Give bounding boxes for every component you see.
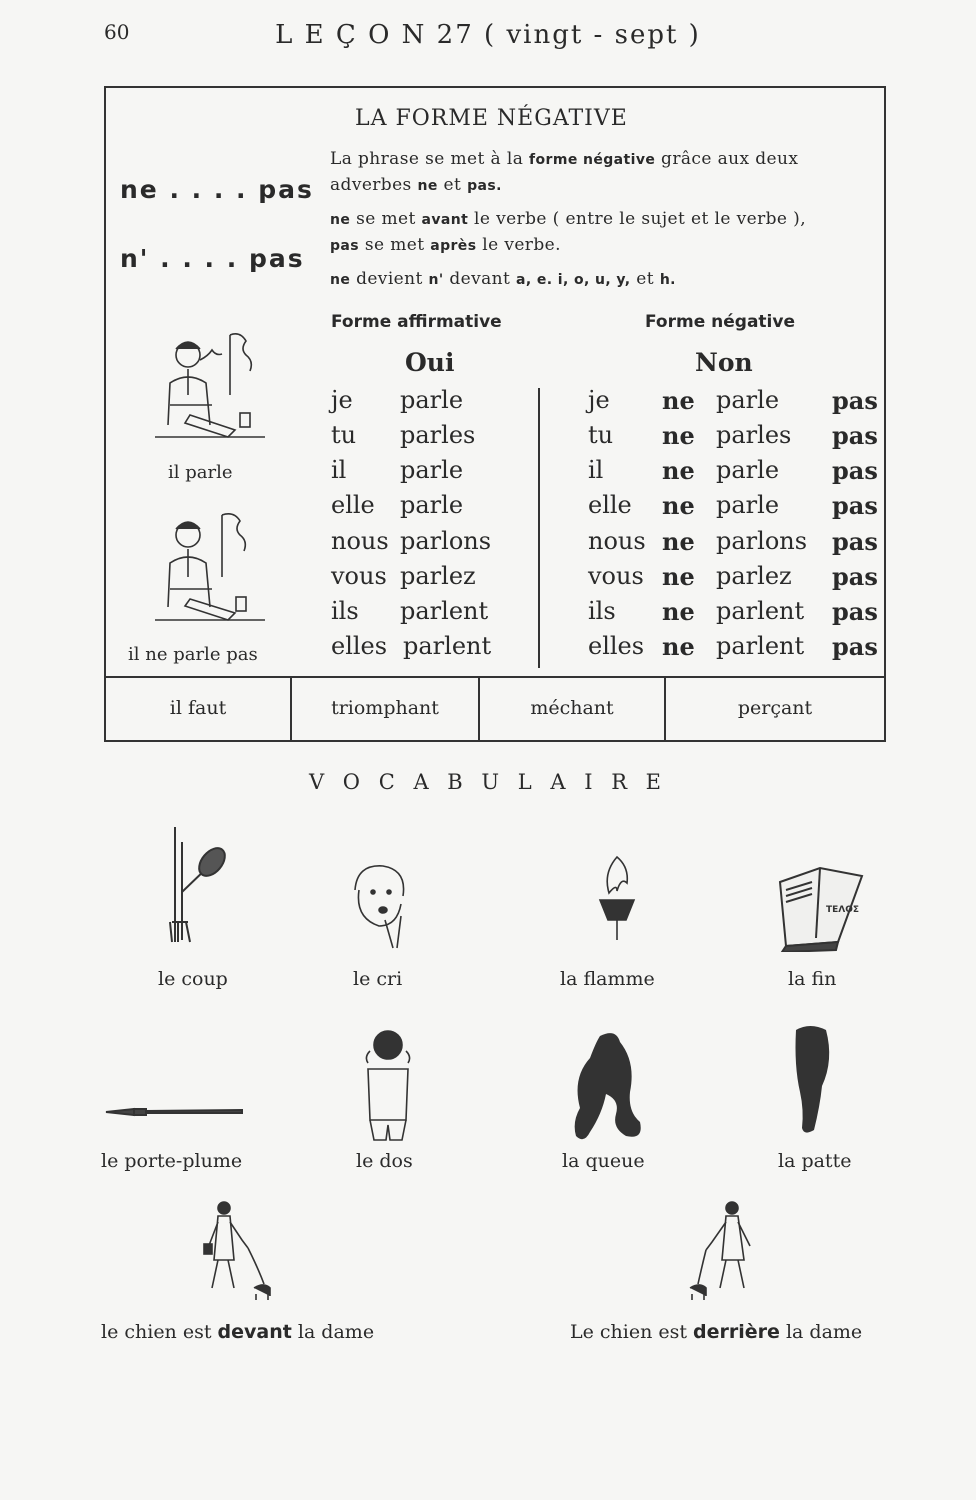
svg-text:ΤΕΛΟΣ: ΤΕΛΟΣ bbox=[826, 905, 860, 915]
fin-icon bbox=[776, 862, 866, 952]
marker-ne-pas: ne . . . . pas bbox=[120, 175, 314, 204]
aff-verb: parlent bbox=[403, 632, 492, 660]
neg-ne: ne bbox=[662, 421, 695, 450]
sentence-derriere: Le chien est derrière la dame bbox=[570, 1321, 863, 1343]
aff-pronoun: il bbox=[331, 456, 347, 484]
aff-pronoun: nous bbox=[331, 527, 389, 555]
marker-n-pas: n' . . . . pas bbox=[120, 244, 305, 273]
vocab-label: le porte-plume bbox=[101, 1150, 243, 1172]
chien-derriere-dame-icon bbox=[686, 1198, 766, 1303]
caption-il-parle: il parle bbox=[168, 462, 233, 483]
neg-verb: parles bbox=[716, 421, 792, 449]
vocabulaire-title: V O C A B U L A I R E bbox=[308, 770, 668, 794]
neg-ne: ne bbox=[662, 456, 695, 485]
neg-verb: parlent bbox=[716, 597, 805, 625]
man-speaking-illustration bbox=[150, 325, 270, 450]
vocab-label: le dos bbox=[356, 1150, 413, 1172]
dos-icon bbox=[358, 1025, 418, 1150]
oui-label: Oui bbox=[405, 348, 455, 377]
lesson-title: L E Ç O N 27 ( vingt - sept ) bbox=[275, 20, 701, 50]
neg-pas: pas bbox=[832, 421, 878, 450]
neg-ne: ne bbox=[662, 491, 695, 520]
aff-verb: parle bbox=[400, 386, 464, 414]
neg-pas: pas bbox=[832, 597, 878, 626]
page-number: 60 bbox=[104, 20, 130, 44]
neg-pas: pas bbox=[832, 562, 878, 591]
aff-verb: parlent bbox=[400, 597, 489, 625]
vocab-label: la queue bbox=[562, 1150, 645, 1172]
aff-pronoun: tu bbox=[331, 421, 357, 449]
neg-pronoun: nous bbox=[588, 527, 646, 555]
neg-verb: parle bbox=[716, 386, 780, 414]
vocab-label: la flamme bbox=[560, 968, 655, 990]
neg-pas: pas bbox=[832, 456, 878, 485]
vocab-label: la fin bbox=[788, 968, 837, 990]
footer-word: méchant bbox=[530, 697, 614, 719]
grammar-heading: LA FORME NÉGATIVE bbox=[355, 106, 628, 131]
negative-header: Forme négative bbox=[645, 312, 795, 332]
neg-ne: ne bbox=[662, 597, 695, 626]
chien-devant-dame-icon bbox=[200, 1198, 280, 1303]
sentence-devant: le chien est devant la dame bbox=[101, 1321, 375, 1343]
neg-pas: pas bbox=[832, 632, 878, 661]
neg-pronoun: il bbox=[588, 456, 604, 484]
aff-pronoun: elle bbox=[331, 491, 375, 519]
queue-icon bbox=[570, 1028, 650, 1148]
flamme-icon bbox=[592, 852, 642, 944]
vocab-label: le cri bbox=[353, 968, 403, 990]
neg-ne: ne bbox=[662, 562, 695, 591]
neg-pas: pas bbox=[832, 386, 878, 415]
affirmative-header: Forme affirmative bbox=[331, 312, 502, 332]
vocab-label: la patte bbox=[778, 1150, 852, 1172]
column-divider bbox=[538, 388, 540, 668]
neg-ne: ne bbox=[662, 632, 695, 661]
aff-verb: parles bbox=[400, 421, 476, 449]
neg-ne: ne bbox=[662, 527, 695, 556]
neg-pronoun: tu bbox=[588, 421, 614, 449]
neg-verb: parlons bbox=[716, 527, 808, 555]
neg-pas: pas bbox=[832, 491, 878, 520]
aff-pronoun: elles bbox=[331, 632, 388, 660]
aff-verb: parlez bbox=[400, 562, 476, 590]
rule-elision: ne devient n' devant a, e. i, o, u, y, et h. bbox=[330, 269, 676, 289]
neg-verb: parle bbox=[716, 491, 780, 519]
man-silent-illustration bbox=[150, 507, 270, 632]
non-label: Non bbox=[695, 348, 753, 377]
neg-verb: parle bbox=[716, 456, 780, 484]
neg-pronoun: elles bbox=[588, 632, 645, 660]
neg-pronoun: elle bbox=[588, 491, 632, 519]
neg-pronoun: je bbox=[588, 386, 610, 414]
porte-plume-icon bbox=[104, 1100, 244, 1124]
coup-icon bbox=[160, 822, 240, 947]
aff-verb: parlons bbox=[400, 527, 492, 555]
footer-word: il faut bbox=[169, 697, 227, 719]
neg-verb: parlez bbox=[716, 562, 792, 590]
aff-verb: parle bbox=[400, 456, 464, 484]
footer-word: perçant bbox=[737, 697, 813, 719]
vocab-label: le coup bbox=[158, 968, 228, 990]
aff-pronoun: ils bbox=[331, 597, 359, 625]
footer-word: triomphant bbox=[331, 697, 439, 719]
caption-il-ne-parle-pas: il ne parle pas bbox=[128, 644, 258, 665]
neg-verb: parlent bbox=[716, 632, 805, 660]
cri-icon bbox=[345, 860, 415, 950]
patte-icon bbox=[790, 1018, 840, 1140]
aff-pronoun: vous bbox=[331, 562, 387, 590]
neg-pas: pas bbox=[832, 527, 878, 556]
neg-pronoun: ils bbox=[588, 597, 616, 625]
rule-forme-negative: La phrase se met à la forme négative grâce aux deux adverbes ne et pas. bbox=[330, 149, 799, 195]
box-divider bbox=[104, 676, 886, 678]
aff-verb: parle bbox=[400, 491, 464, 519]
neg-pronoun: vous bbox=[588, 562, 644, 590]
neg-ne: ne bbox=[662, 386, 695, 415]
aff-pronoun: je bbox=[331, 386, 353, 414]
rule-position: ne se met avant le verbe ( entre le sujet et le verbe ), pas se met après le verbe. bbox=[330, 209, 806, 255]
